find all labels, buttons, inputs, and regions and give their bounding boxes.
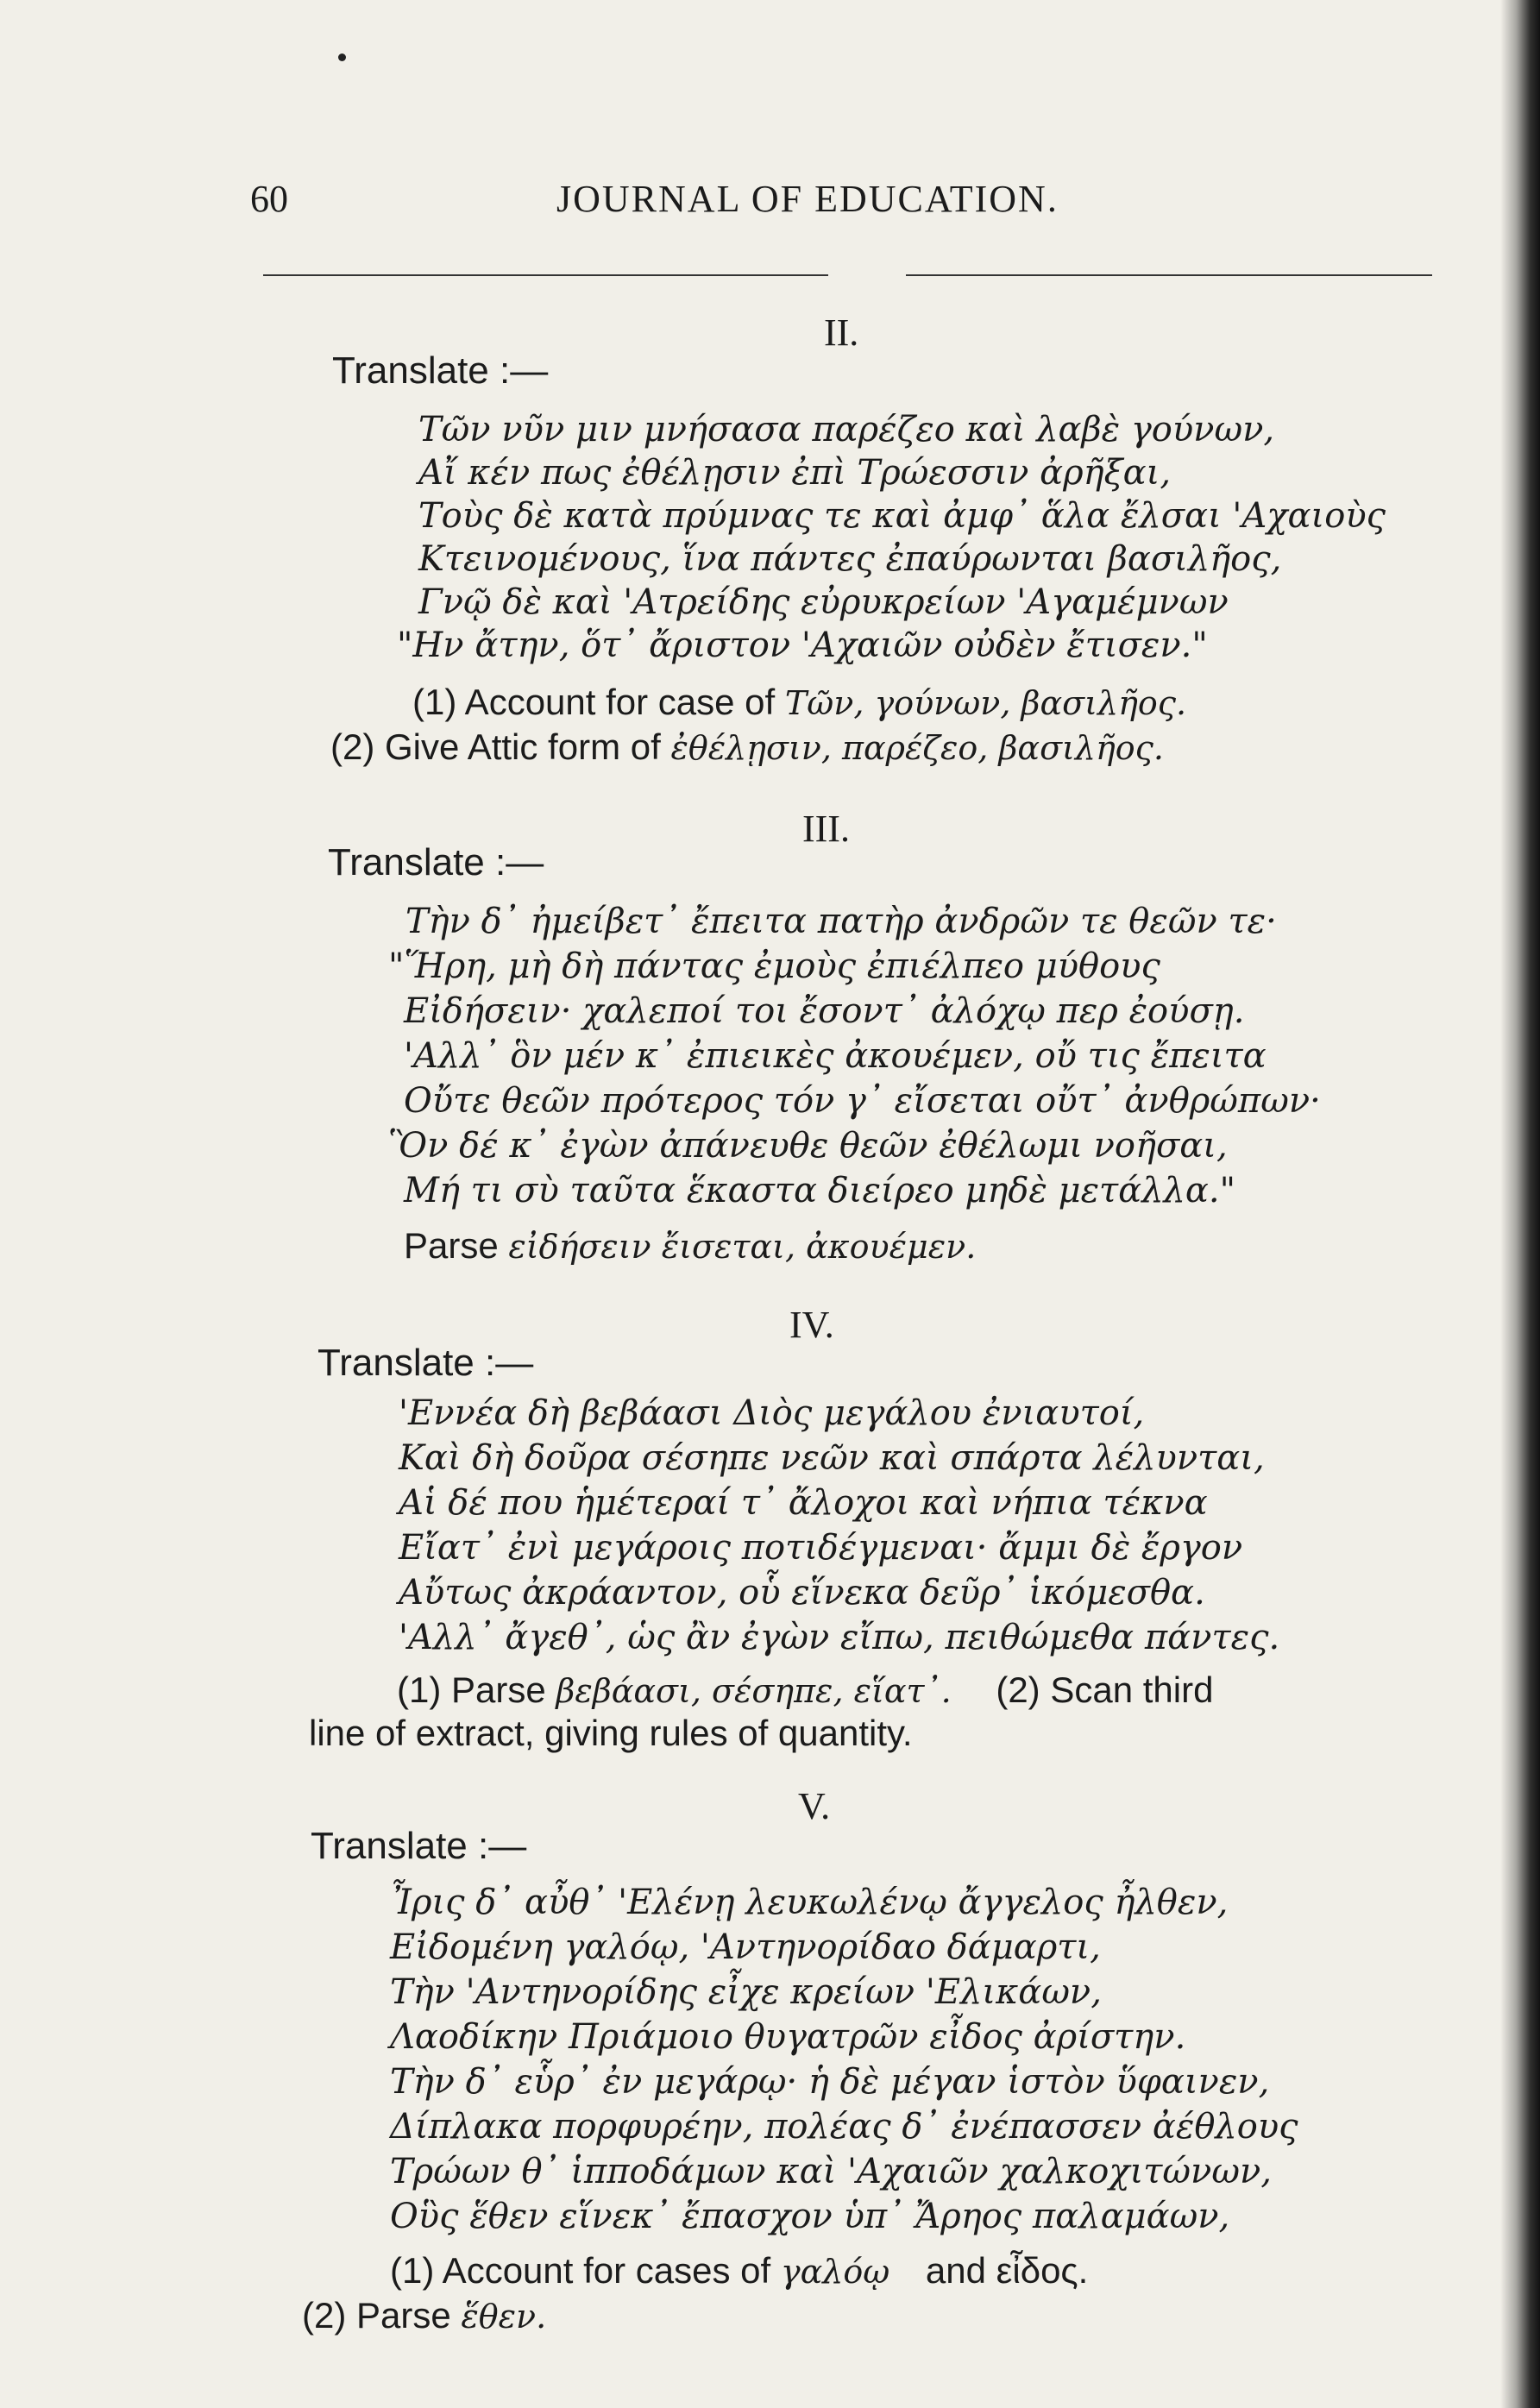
question-line — [404, 1225, 976, 1267]
verse-line: Καὶ δὴ δοῦρα σέσηπε νεῶν καὶ σπάρτα λέλυνται, — [399, 1438, 1265, 1478]
question-greek: ἕθεν. — [461, 2298, 547, 2336]
header-rule-left — [263, 274, 828, 276]
question-label: (2) Give Attic form of — [330, 726, 661, 767]
verse-line: Εἰδήσειν· χαλεποί τοι ἔσοντ᾽ ἀλόχῳ περ ἐούσῃ. — [404, 991, 1245, 1031]
question-greek: ἐθέλῃσιν, παρέζεο, βασιλῆος. — [670, 729, 1164, 767]
section-numeral: IV. — [789, 1304, 834, 1346]
verse-line: Ὃν δέ κ᾽ ἐγὼν ἀπάνευθε θεῶν ἐθέλωμι νοῆσαι, — [388, 1126, 1228, 1166]
verse-line: Γνῷ δὲ καὶ 'Ατρείδης εὐρυκρείων 'Αγαμέμνων — [418, 582, 1229, 622]
verse-line: Οὓς ἕθεν εἵνεκ᾽ ἔπασχον ὑπ᾽ Ἄρηος παλαμάων, — [390, 2197, 1230, 2236]
question-line — [309, 1713, 913, 1754]
verse-line: Λαοδίκην Πριάμοιο θυγατρῶν εἶδος ἀρίστην. — [390, 2017, 1186, 2057]
question-greek: Τῶν, γούνων, βασιλῆος. — [784, 684, 1187, 722]
question-greek: εἰδήσειν ἔισεται, ἀκουέμεν. — [508, 1228, 977, 1266]
verse-line: Εἴατ᾽ ἐνὶ μεγάροις ποτιδέγμεναι· ἄμμι δὲ ἔργον — [399, 1528, 1243, 1568]
verse-line: Τὴν 'Αντηνορίδης εἶχε κρείων 'Ελικάων, — [390, 1972, 1102, 2012]
verse-line: Ἶρις δ᾽ αὖθ᾽ 'Ελένῃ λευκωλένῳ ἄγγελος ἦλθεν, — [390, 1883, 1229, 1922]
question-label: Parse — [404, 1225, 499, 1266]
question-line — [302, 2295, 546, 2336]
section-numeral: III. — [802, 808, 850, 850]
question-label: (2) Parse — [302, 2295, 451, 2336]
verse-line: Αὔτως ἀκράαντον, οὗ εἵνεκα δεῦρ᾽ ἱκόμεσθα. — [399, 1573, 1205, 1613]
question-label: (1) Account for case of — [412, 682, 776, 722]
verse-line: Αἴ κέν πως ἐθέλῃσιν ἐπὶ Τρώεσσιν ἀρῆξαι, — [418, 453, 1172, 493]
verse-line: Κτεινομένους, ἵνα πάντες ἐπαύρωνται βασιλῆος, — [418, 539, 1282, 579]
question-greek: βεβάασι, σέσηπε, εἵατ᾽. — [556, 1672, 952, 1710]
section-numeral: V. — [798, 1785, 831, 1827]
verse-line: 'Αλλ᾽ ἄγεθ᾽, ὡς ἂν ἐγὼν εἴπω, πειθώμεθα πάντες. — [399, 1618, 1280, 1657]
verse-line: 'Αλλ᾽ ὃν μέν κ᾽ ἐπιεικὲς ἀκουέμεν, οὔ τις ἔπειτα — [404, 1036, 1267, 1076]
section-instruction: Translate :— — [311, 1825, 527, 1867]
verse-line: Αἱ δέ που ἡμέτεραί τ᾽ ἄλοχοι καὶ νήπια τέκνα — [399, 1483, 1208, 1523]
book-spine-shadow — [1500, 0, 1540, 2408]
verse-line: Οὔτε θεῶν πρότερος τόν γ᾽ εἴσεται οὔτ᾽ ἀνθρώπων· — [404, 1081, 1321, 1121]
verse-line: Τρώων θ᾽ ἱπποδάμων καὶ 'Αχαιῶν χαλκοχιτώνων, — [390, 2152, 1272, 2191]
header-rule-right — [906, 274, 1432, 276]
section-instruction: Translate :— — [317, 1342, 534, 1384]
verse-line: Τὴν δ᾽ ἠμείβετ᾽ ἔπειτα πατὴρ ἀνδρῶν τε θεῶν τε· — [405, 902, 1277, 941]
question-line — [412, 682, 1186, 723]
section-instruction: Translate :— — [332, 349, 549, 392]
question-line — [330, 726, 1164, 768]
question-tail: (2) Scan third — [996, 1669, 1214, 1710]
verse-line: Εἰδομένη γαλόῳ, 'Αντηνορίδαο δάμαρτι, — [390, 1927, 1101, 1967]
verse-line: Δίπλακα πορφυρέην, πολέας δ᾽ ἐνέπασσεν ἀέθλους — [390, 2107, 1298, 2147]
section-numeral: II. — [824, 311, 859, 354]
question-label: (1) Parse — [397, 1669, 546, 1710]
question-greek: γαλόῳ — [780, 2253, 890, 2291]
running-title: JOURNAL OF EDUCATION. — [556, 178, 1059, 220]
verse-line: Τὴν δ᾽ εὗρ᾽ ἐν μεγάρῳ· ἡ δὲ μέγαν ἱστὸν ὕφαινεν, — [390, 2062, 1270, 2102]
verse-line: Μή τι σὺ ταῦτα ἕκαστα διείρεο μηδὲ μετάλλα." — [404, 1171, 1236, 1210]
page-number: 60 — [250, 178, 288, 220]
question-line — [390, 2250, 1088, 2292]
verse-line: Τῶν νῦν μιν μνήσασα παρέζεο καὶ λαβὲ γούνων, — [418, 410, 1275, 450]
verse-line: "Ἥρη, μὴ δὴ πάντας ἐμοὺς ἐπιέλπεο μύθους — [388, 946, 1160, 986]
question-line — [397, 1669, 1213, 1711]
verse-line: 'Εννέα δὴ βεβάασι Διὸς μεγάλου ἐνιαυτοί, — [399, 1393, 1145, 1433]
question-label: (1) Account for cases of — [390, 2250, 771, 2291]
verse-line: "Ην ἄτην, ὅτ᾽ ἄριστον 'Αχαιῶν οὐδὲν ἔτισεν." — [397, 626, 1208, 665]
question-tail: and εἶδος. — [925, 2250, 1089, 2291]
print-speck — [338, 53, 346, 61]
verse-line: Τοὺς δὲ κατὰ πρύμνας τε καὶ ἀμφ᾽ ἅλα ἔλσαι 'Αχαιοὺς — [418, 496, 1386, 536]
section-instruction: Translate :— — [328, 841, 544, 883]
question-label: line of extract, giving rules of quantity. — [309, 1713, 913, 1753]
